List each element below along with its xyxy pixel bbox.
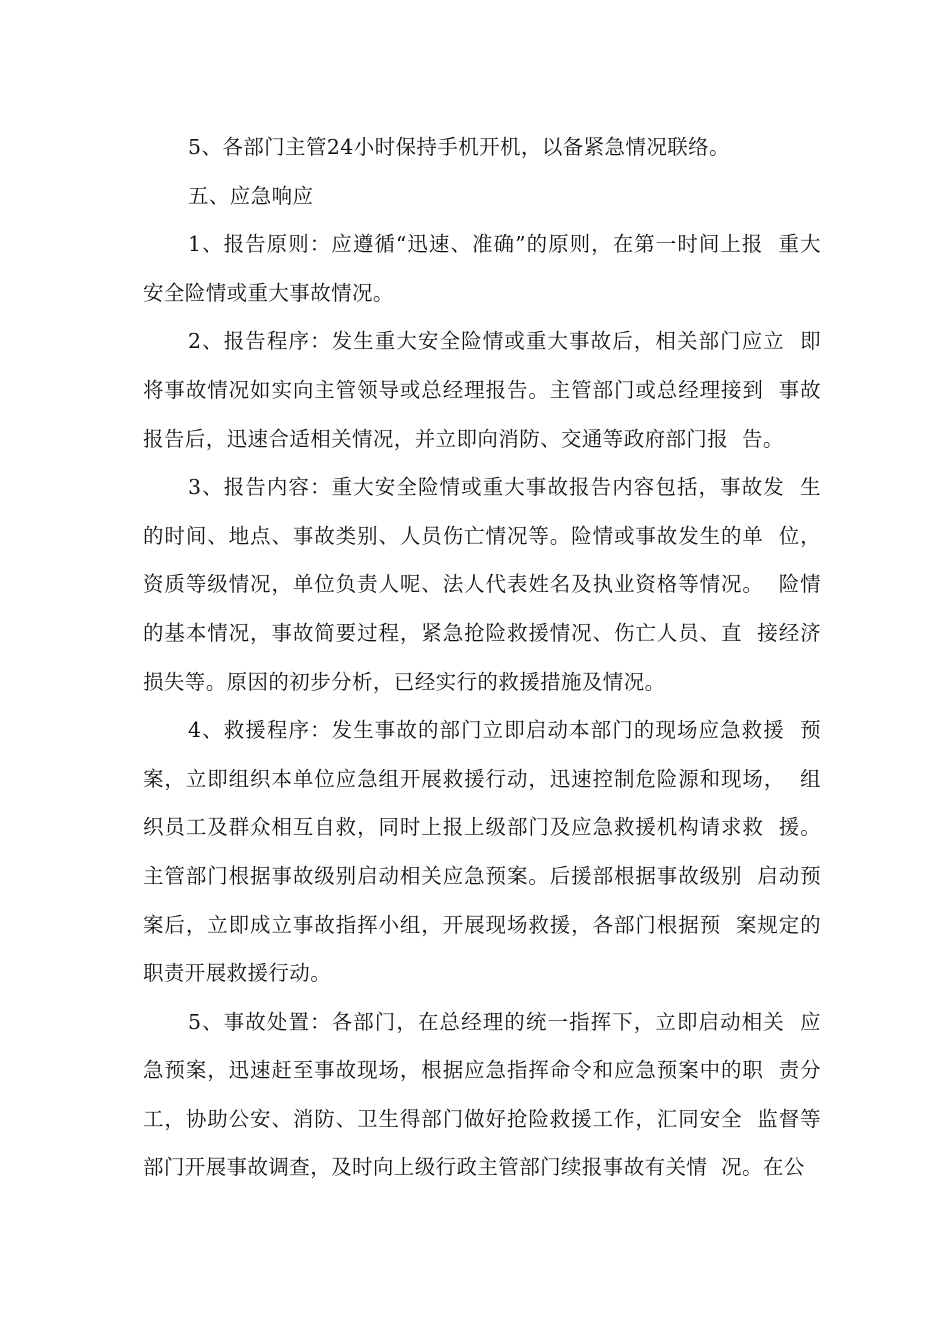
paragraph-accident-handling: 5、事故处置：各部门，在总经理的统一指挥下，立即启动相关 应急预案，迅速赶至事故现场，根据应急指挥命令和应急预案中的职 责分工，协助公安、消防、卫生得部门做好抢险救援工作，汇同安全 监督等部门开展事故调查，及时向上级行政主管部门续报事故有关情 况。在公 bbox=[143, 1009, 821, 1180]
document-body bbox=[143, 123, 821, 1192]
paragraph-rescue-procedure: 4、救援程序：发生事故的部门立即启动本部门的现场应急救援 预案，立即组织本单位应急组开展救援行动，迅速控制危险源和现场， 组织员工及群众相互自救，同时上报上级部门及应急救援机构请求救 援。主管部门根据事故级别启动相关应急预案。后援部根据事故级别 启动预案后，立即成立事故指挥小组，开展现场救援，各部门根据预 案规定的职责开展救援行动。 bbox=[143, 718, 821, 986]
paragraph-report-content: 3、报告内容：重大安全险情或重大事故报告内容包括，事故发 生的时间、地点、事故类别、人员伤亡情况等。险情或事故发生的单 位，资质等级情况，单位负责人呢、法人代表姓名及执业资格等情况。 险情的基本情况，事故简要过程，紧急抢险救援情况、伤亡人员、直 接经济损失等。原因的初步分析，已经实行的救援措施及情况。 bbox=[143, 475, 821, 694]
paragraph-report-principle: 1、报告原则：应遵循“迅速、准确”的原则，在第一时间上报 重大安全险情或重大事故情况。 bbox=[143, 232, 821, 305]
paragraph-contact-requirement: 5、各部门主管24小时保持手机开机，以备紧急情况联络。 bbox=[188, 135, 730, 159]
paragraph-report-procedure: 2、报告程序：发生重大安全险情或重大事故后，相关部门应立 即将事故情况如实向主管领导或总经理报告。主管部门或总经理接到 事故报告后，迅速合适相关情况，并立即向消防、交通等政府部门报 告。 bbox=[143, 329, 821, 451]
section-heading-emergency-response: 五、应急响应 bbox=[188, 183, 314, 208]
